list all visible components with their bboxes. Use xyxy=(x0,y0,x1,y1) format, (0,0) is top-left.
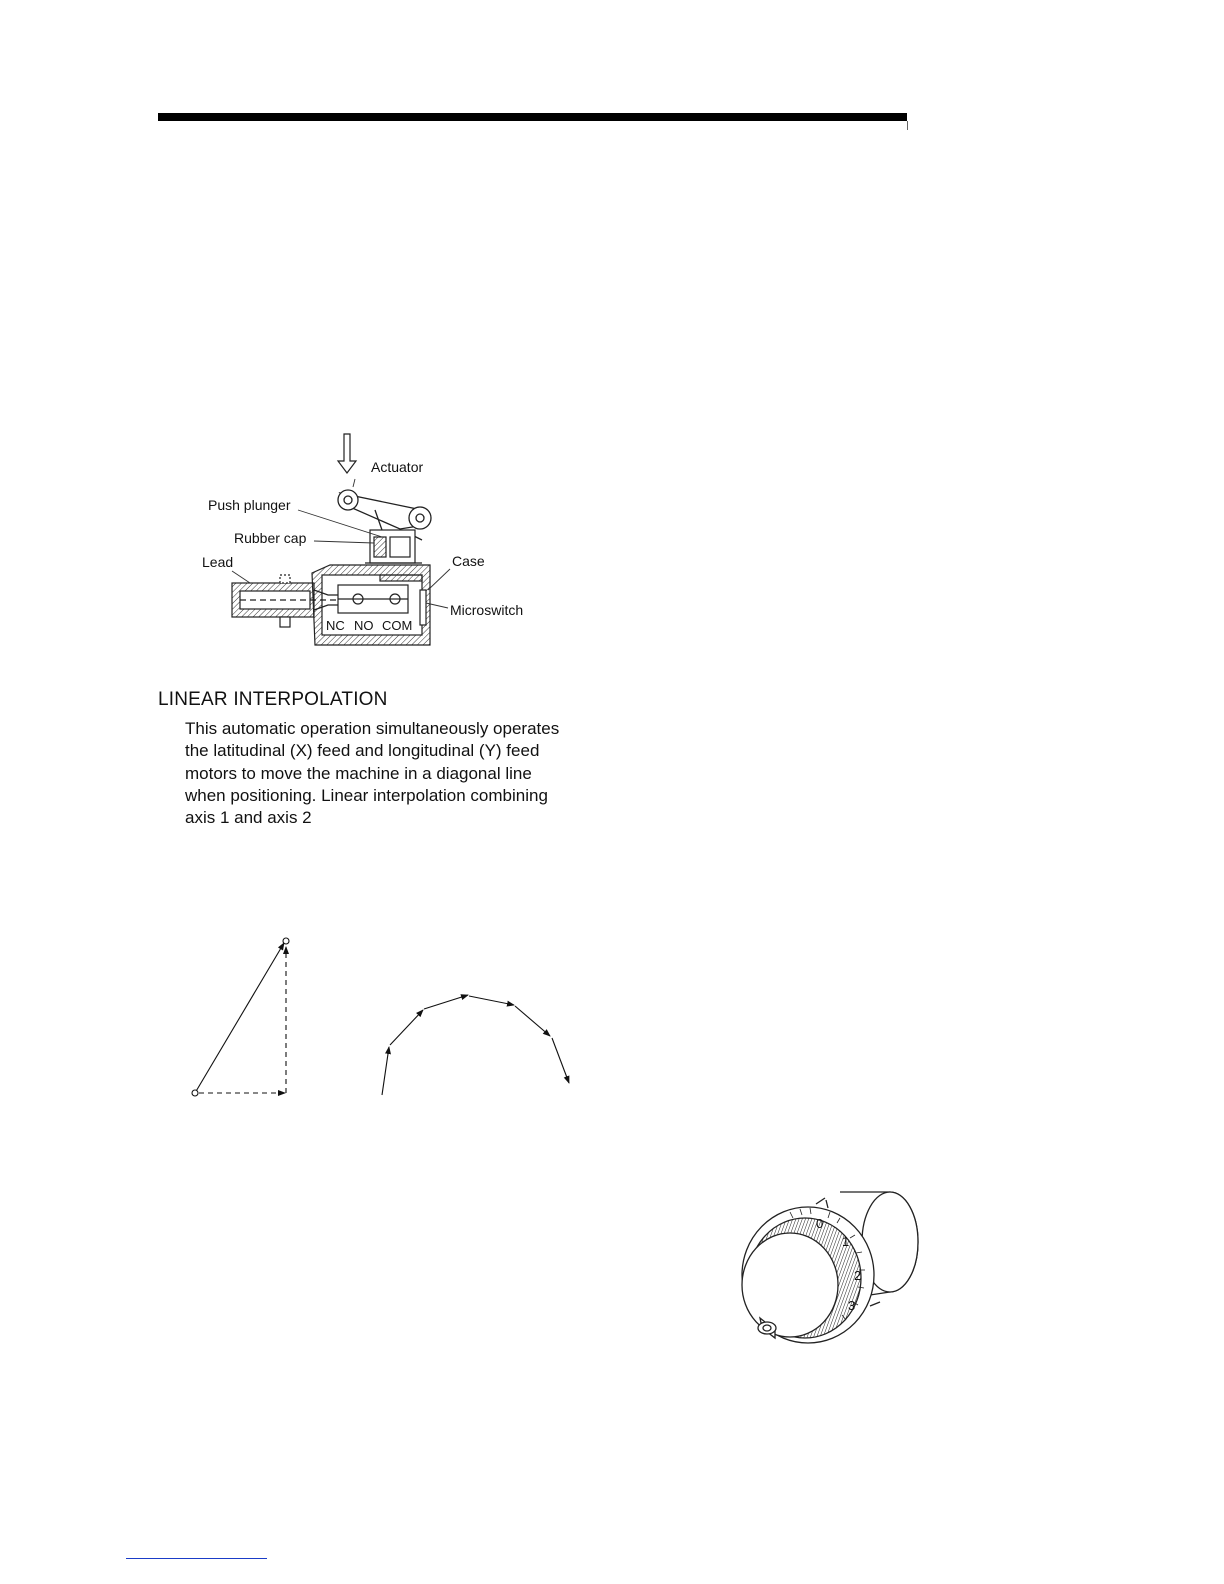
rubber-cap-label: Rubber cap xyxy=(234,530,307,546)
top-rule-tick xyxy=(907,121,908,130)
section-body: This automatic operation simultaneously operates the latitudinal (X) feed and longitudinal (Y) feed motors to move the machine in a diagonal line when positioning. Linear interpolation combining axis 1 and axis 2 xyxy=(185,719,560,828)
handwheel-figure xyxy=(730,1180,930,1350)
case-label: Case xyxy=(452,553,485,569)
lead-label: Lead xyxy=(202,554,234,570)
dial-number-3: 3 xyxy=(848,1298,856,1313)
terminal-nc-label: NC xyxy=(326,618,345,633)
terminal-com-label: COM xyxy=(382,618,413,633)
push-plunger-label: Push plunger xyxy=(208,497,291,513)
handwheel-drawing xyxy=(730,1180,930,1350)
top-rule xyxy=(158,113,907,121)
dial-number-0: 0 xyxy=(816,1216,824,1231)
actuator-label: Actuator xyxy=(371,459,424,475)
microswitch-label: Microswitch xyxy=(450,602,524,618)
plunger-assembly xyxy=(365,530,422,563)
bottom-link-underline xyxy=(126,1558,267,1559)
interpolation-figure xyxy=(180,925,590,1110)
limit-switch-figure xyxy=(190,425,550,660)
polyline-path-diagram xyxy=(382,995,569,1095)
linear-path-diagram xyxy=(192,938,289,1096)
dial-number-1: 1 xyxy=(842,1234,850,1249)
press-arrow-icon xyxy=(338,434,356,473)
terminal-no-label: NO xyxy=(354,618,374,633)
section-title: LINEAR INTERPOLATION xyxy=(158,689,388,710)
interpolation-drawing xyxy=(180,925,590,1110)
dial-number-2: 2 xyxy=(854,1268,862,1283)
handwheel-body xyxy=(742,1192,918,1343)
